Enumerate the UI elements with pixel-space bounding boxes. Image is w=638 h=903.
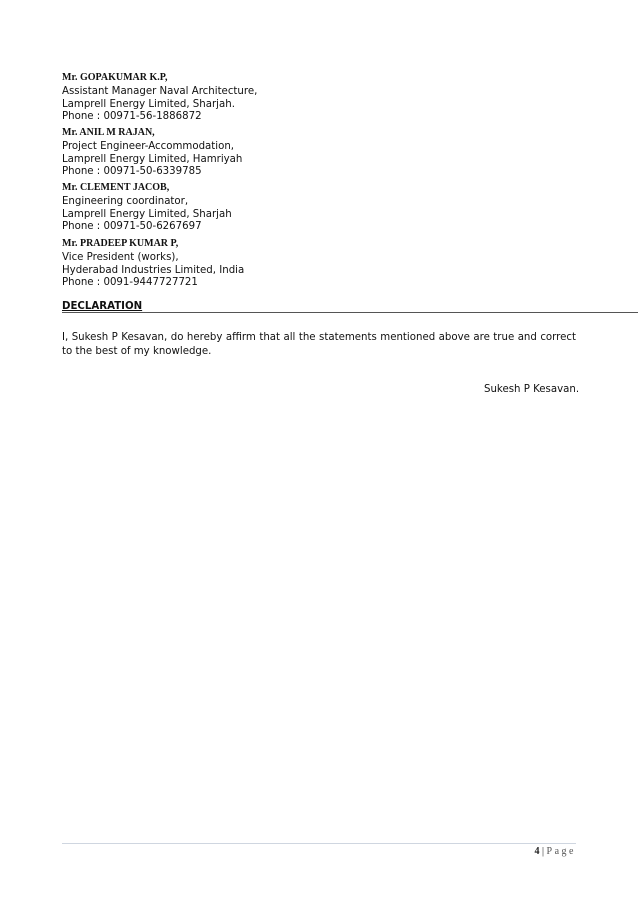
reference-phone: Phone : 00971-56-1886872	[62, 111, 202, 122]
page-footer	[535, 846, 576, 858]
reference-phone: Phone : 0091-9447727721	[62, 277, 198, 288]
reference-phone: Phone : 00971-50-6267697	[62, 221, 202, 232]
declaration-text: I, Sukesh P Kesavan, do hereby affirm that all the statements mentioned above are true and correct to the best of my knowledge.	[62, 332, 576, 357]
page-number: 4	[534, 846, 540, 857]
reference-company: Hyderabad Industries Limited, India	[62, 264, 245, 276]
signature-name: Sukesh P Kesavan.	[484, 384, 580, 395]
reference-name: Mr. GOPAKUMAR K.P,	[62, 72, 168, 83]
declaration-heading: DECLARATION	[62, 301, 143, 312]
reference-designation: Assistant Manager Naval Architecture,	[62, 86, 258, 97]
reference-entry	[62, 238, 582, 290]
section-divider	[62, 312, 638, 313]
reference-entry	[62, 127, 582, 179]
reference-name: Mr. CLEMENT JACOB,	[62, 182, 170, 193]
reference-name: Mr. PRADEEP KUMAR P,	[62, 238, 179, 249]
reference-designation: Engineering coordinator,	[62, 196, 189, 207]
reference-entry	[62, 72, 582, 124]
reference-name: Mr. ANIL M RAJAN,	[62, 127, 155, 138]
reference-designation: Vice President (works),	[62, 252, 179, 263]
page-label: Page	[546, 846, 576, 857]
reference-company: Lamprell Energy Limited, Sharjah.	[62, 98, 235, 110]
reference-designation: Project Engineer-Accommodation,	[62, 141, 235, 152]
reference-company: Lamprell Energy Limited, Hamriyah	[62, 153, 243, 165]
reference-company: Lamprell Energy Limited, Sharjah	[62, 208, 232, 220]
footer-divider	[62, 843, 576, 844]
reference-phone: Phone : 00971-50-6339785	[62, 166, 202, 177]
footer-separator: |	[539, 846, 547, 857]
reference-entry	[62, 182, 582, 234]
